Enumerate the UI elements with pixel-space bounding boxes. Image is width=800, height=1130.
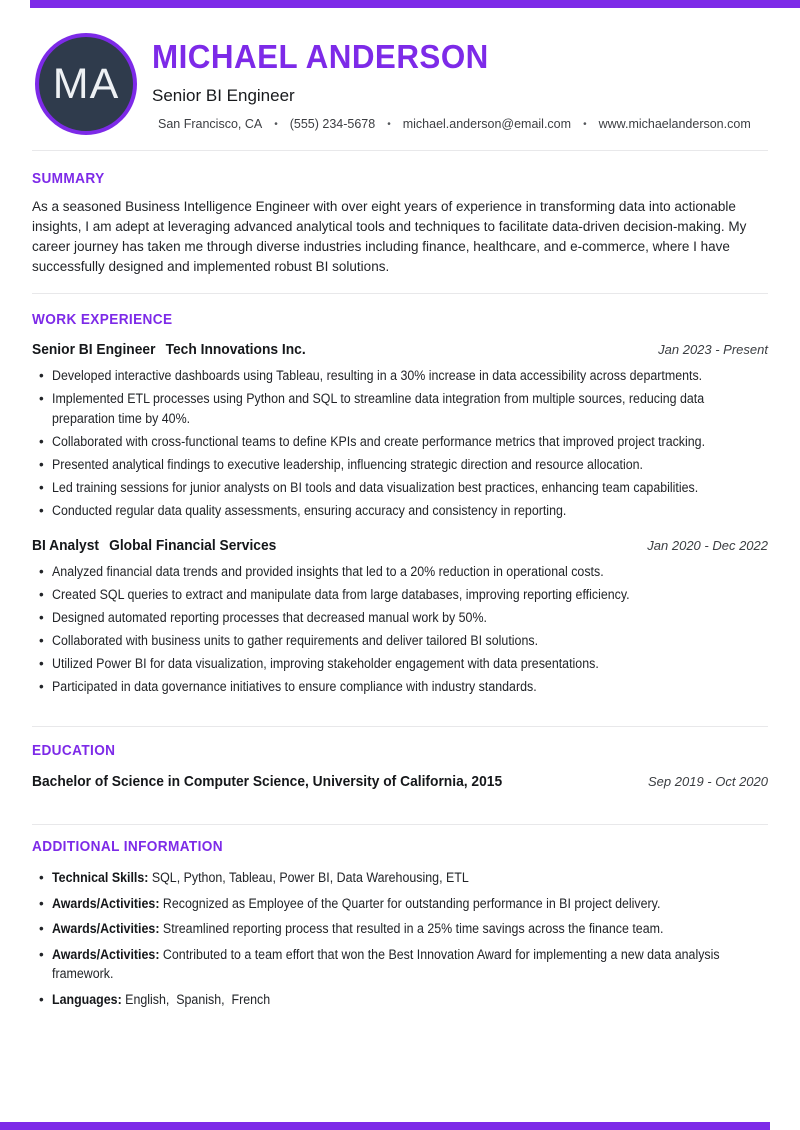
info-item-value: Recognized as Employee of the Quarter for outstanding performance in BI project delivery. [159, 895, 661, 911]
bullet-separator-icon: • [387, 118, 391, 130]
bullet-marker-icon: • [39, 921, 44, 936]
bullet-marker-icon: • [39, 587, 44, 602]
summary-heading: SUMMARY [32, 171, 105, 187]
job-position: BI Analyst [32, 537, 99, 554]
info-item-label: Awards/Activities: [52, 921, 160, 936]
bullet-marker-icon: • [39, 502, 44, 518]
contact-email: michael.anderson@email.com [402, 117, 572, 131]
bullet-item [32, 432, 768, 452]
bullet-text: Developed interactive dashboards using Tableau, resulting in a 30% increase in data accessibility across departments. [52, 368, 703, 383]
bullet-separator-icon: • [583, 118, 587, 130]
bullet-marker-icon: • [39, 946, 44, 962]
person-job-title: Senior BI Engineer [152, 86, 295, 105]
bullet-marker-icon: • [39, 479, 44, 495]
job-dates: Jan 2020 - Dec 2022 [647, 538, 768, 553]
additional-info-item [32, 868, 768, 888]
bottom-accent-bar [0, 1122, 770, 1130]
bullet-item [32, 677, 768, 697]
bullet-marker-icon: • [39, 391, 44, 406]
bullet-marker-icon: • [39, 610, 44, 625]
bullet-marker-icon: • [39, 433, 44, 449]
section-summary [32, 150, 768, 293]
resume-header [0, 0, 800, 150]
additional-info-item [32, 990, 768, 1010]
info-item-label: Languages: [52, 991, 122, 1007]
section-work-experience [32, 293, 768, 726]
info-item-value: English, Spanish, French [121, 991, 271, 1007]
job-position: Senior BI Engineer [32, 341, 156, 358]
additional-information-heading: ADDITIONAL INFORMATION [32, 839, 224, 855]
bullet-text: Presented analytical findings to executive leadership, influencing strategic direction and resource allocation. [52, 456, 643, 472]
info-item-text [52, 894, 768, 914]
education-degree: Bachelor of Science in Computer Science, University of California, 2015 [32, 773, 503, 790]
additional-info-item [32, 894, 768, 914]
info-item-label: Awards/Activities: [52, 895, 160, 911]
bullet-marker-icon: • [39, 895, 44, 911]
summary-text: As a seasoned Business Intelligence Engineer with over eight years of experience in transforming data into actionable insights, I am adept at leveraging advanced analytical tools and techniques to facilitate data-driven decision-making. My career journey has taken me through diverse industries including finance, healthcare, and e-commerce, where I have successfully designed and implemented robust BI solutions. [32, 199, 747, 274]
bullet-item [32, 501, 768, 521]
bullet-marker-icon: • [39, 679, 44, 694]
contact-website: www.michaelanderson.com [598, 117, 751, 131]
bullet-marker-icon: • [39, 633, 44, 648]
info-item-text [52, 919, 768, 939]
job-company: Tech Innovations Inc. [165, 341, 306, 358]
page-title: MICHAEL ANDERSON [152, 38, 489, 75]
bullet-item [32, 455, 768, 475]
bullet-marker-icon: • [39, 991, 44, 1007]
bullet-marker-icon: • [39, 368, 44, 383]
contact-row [152, 117, 751, 131]
additional-info-list [32, 868, 768, 1009]
avatar [35, 33, 137, 135]
bullet-marker-icon: • [39, 456, 44, 472]
bullet-text: Conducted regular data quality assessments, ensuring accuracy and consistency in reporting. [52, 502, 567, 518]
info-item-value: SQL, Python, Tableau, Power BI, Data Warehousing, ETL [148, 870, 469, 885]
info-item-label: Technical Skills: [52, 870, 149, 885]
bullet-text: Participated in data governance initiatives to ensure compliance with industry standards. [52, 679, 537, 694]
contact-phone: (555) 234-5678 [289, 117, 376, 131]
contact-location: San Francisco, CA [158, 117, 263, 131]
bullet-text: Led training sessions for junior analysts on BI tools and data visualization best practices, enhancing team capabilities. [52, 479, 699, 495]
avatar-initials: MA [52, 59, 120, 108]
work-experience-heading: WORK EXPERIENCE [32, 312, 173, 328]
section-additional-information [32, 824, 768, 1009]
bullet-text: Created SQL queries to extract and manipulate data from large databases, improving reporting efficiency. [52, 587, 630, 602]
jobs-container [32, 341, 768, 697]
bullet-text: Implemented ETL processes using Python and SQL to streamline data integration from multiple sources, reducing data preparation time by 40%. [52, 391, 708, 426]
bullet-item [32, 631, 768, 651]
education-entry [32, 773, 768, 790]
job-header [32, 537, 768, 554]
job-title-line [32, 537, 276, 554]
job-bullet-list [32, 562, 768, 697]
info-item-text [52, 945, 768, 984]
bullet-marker-icon: • [39, 564, 44, 579]
job-entry [32, 537, 768, 697]
job-company: Global Financial Services [109, 537, 277, 554]
bullet-text: Utilized Power BI for data visualization, improving stakeholder engagement with data presentations. [52, 656, 599, 671]
info-item-value: Streamlined reporting process that resulted in a 25% time savings across the finance team. [159, 921, 664, 936]
bullet-item [32, 654, 768, 674]
job-entry [32, 341, 768, 520]
info-item-text [52, 990, 768, 1010]
info-item-text [52, 868, 768, 888]
info-item-value: Contributed to a team effort that won the Best Innovation Award for implementing a new data analysis framework. [52, 946, 724, 981]
bullet-text: Collaborated with cross-functional teams to define KPIs and create performance metrics that improved project tracking. [52, 433, 706, 449]
additional-info-item [32, 945, 768, 984]
job-dates: Jan 2023 - Present [658, 342, 768, 357]
job-bullet-list [32, 366, 768, 520]
education-heading: EDUCATION [32, 743, 116, 759]
bullet-item [32, 562, 768, 582]
education-dates: Sep 2019 - Oct 2020 [648, 774, 768, 789]
bullet-marker-icon: • [39, 656, 44, 671]
bullet-item [32, 478, 768, 498]
resume-content [32, 150, 768, 1009]
bullet-item [32, 608, 768, 628]
bullet-text: Designed automated reporting processes that decreased manual work by 50%. [52, 610, 487, 625]
bullet-item [32, 585, 768, 605]
additional-info-item [32, 919, 768, 939]
bullet-text: Analyzed financial data trends and provided insights that led to a 20% reduction in operational costs. [52, 564, 604, 579]
header-text [152, 39, 751, 131]
job-header [32, 341, 768, 358]
bullet-item [32, 366, 768, 386]
bullet-marker-icon: • [39, 870, 44, 885]
job-title-line [32, 341, 306, 358]
section-education [32, 726, 768, 824]
bullet-separator-icon: • [274, 118, 278, 130]
info-item-label: Awards/Activities: [52, 946, 160, 962]
bullet-item [32, 389, 768, 428]
bullet-text: Collaborated with business units to gather requirements and deliver tailored BI solutions. [52, 633, 539, 648]
